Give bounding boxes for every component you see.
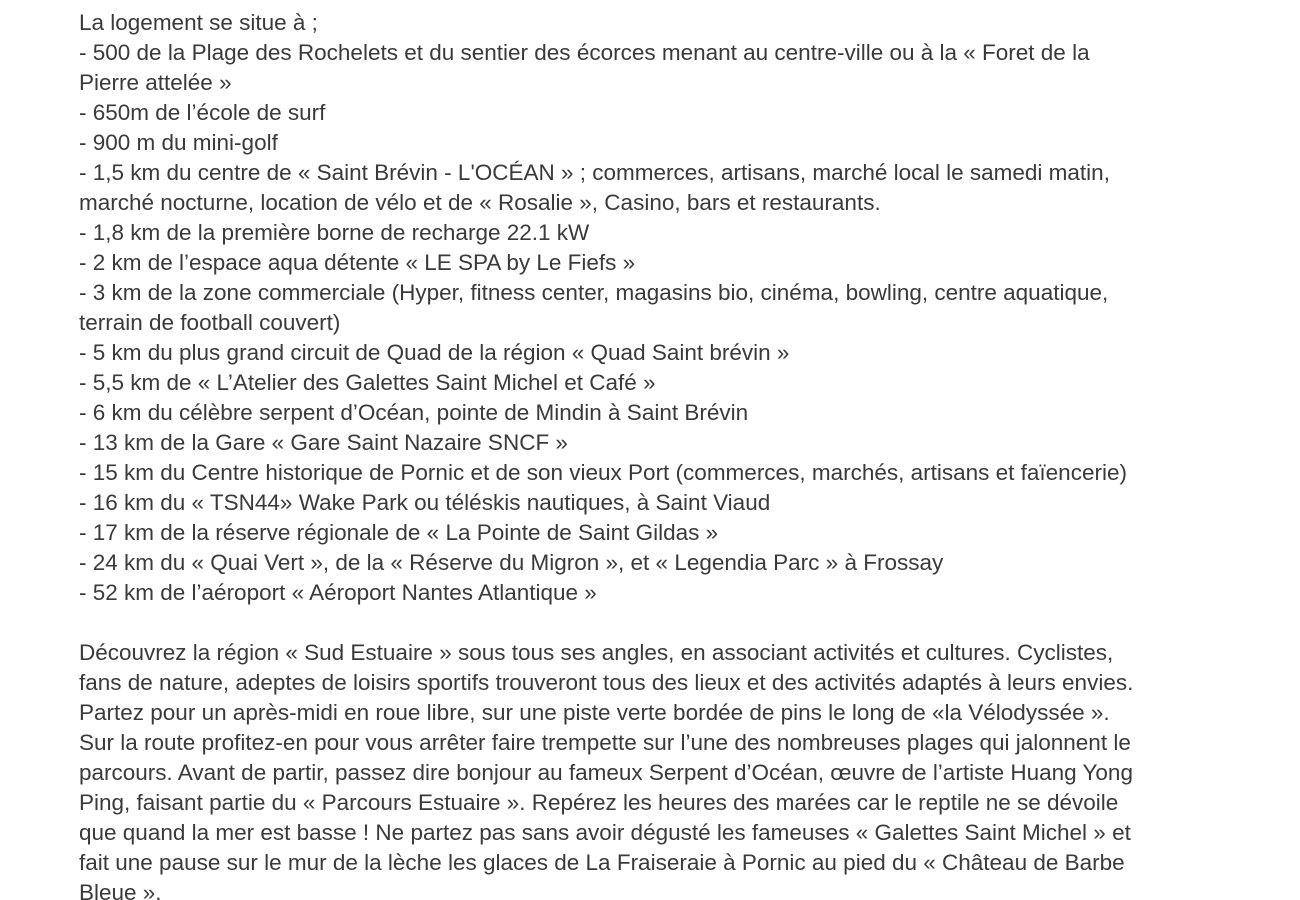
paragraph-line: fait une pause sur le mur de la lèche les glaces de La Fraiseraie à Pornic au pied du « Château de Barbe	[79, 850, 1125, 875]
paragraph-line: que quand la mer est basse ! Ne partez pas sans avoir dégusté les fameuses « Galettes Saint Michel » et	[79, 820, 1131, 845]
list-item-line: - 1,8 km de la première borne de recharge 22.1 kW	[79, 220, 590, 245]
list-item-line: - 6 km du célèbre serpent d’Océan, pointe de Mindin à Saint Brévin	[79, 400, 749, 425]
list-item-line: - 17 km de la réserve régionale de « La Pointe de Saint Gildas »	[79, 520, 719, 545]
list-item-line: - 900 m du mini-golf	[79, 130, 278, 155]
list-item	[79, 398, 1230, 428]
paragraph-line: parcours. Avant de partir, passez dire bonjour au fameux Serpent d’Océan, œuvre de l’artiste Huang Yong	[79, 760, 1133, 785]
list-item	[79, 518, 1230, 548]
list-item-line: - 5,5 km de « L’Atelier des Galettes Saint Michel et Café »	[79, 370, 656, 395]
paragraph-line: Partez pour un après-midi en roue libre, sur une piste verte bordée de pins le long de «la Vélodyssée ».	[79, 700, 1110, 725]
list-item-line: - 5 km du plus grand circuit de Quad de la région « Quad Saint brévin »	[79, 340, 790, 365]
list-item-line: - 15 km du Centre historique de Pornic et de son vieux Port (commerces, marchés, artisans et faïencerie)	[79, 460, 1127, 485]
intro-text: La logement se situe à ;	[79, 10, 318, 35]
list-item	[79, 38, 1230, 98]
list-item-line: - 52 km de l’aéroport « Aéroport Nantes Atlantique »	[79, 580, 597, 605]
paragraph-spacer	[79, 608, 1230, 638]
list-item-line: - 1,5 km du centre de « Saint Brévin - L'OCÉAN » ; commerces, artisans, marché local le samedi matin,	[79, 160, 1110, 185]
list-item	[79, 278, 1230, 338]
paragraph-line: Découvrez la région « Sud Estuaire » sous tous ses angles, en associant activités et cultures. Cyclistes,	[79, 640, 1114, 665]
list-item-line: - 650m de l’école de surf	[79, 100, 326, 125]
list-item	[79, 338, 1230, 368]
list-item-line: Pierre attelée »	[79, 70, 232, 95]
list-item	[79, 158, 1230, 218]
list-item-line: - 13 km de la Gare « Gare Saint Nazaire SNCF »	[79, 430, 568, 455]
list-item	[79, 218, 1230, 248]
list-item	[79, 248, 1230, 278]
list-item-line: - 2 km de l’espace aqua détente « LE SPA by Le Fiefs »	[79, 250, 636, 275]
list-item-line: - 3 km de la zone commerciale (Hyper, fitness center, magasins bio, cinéma, bowling, centre aquatique,	[79, 280, 1109, 305]
list-item	[79, 458, 1230, 488]
paragraph-line: Bleue ».	[79, 880, 162, 900]
paragraph-line: Sur la route profitez-en pour vous arrêter faire trempette sur l’une des nombreuses plages qui jalonnent le	[79, 730, 1131, 755]
list-item	[79, 428, 1230, 458]
list-item	[79, 128, 1230, 158]
list-item-line: marché nocturne, location de vélo et de « Rosalie », Casino, bars et restaurants.	[79, 190, 881, 215]
list-item	[79, 548, 1230, 578]
list-item	[79, 98, 1230, 128]
list-item	[79, 488, 1230, 518]
list-item	[79, 578, 1230, 608]
distance-list	[79, 38, 1230, 608]
list-item-line: - 500 de la Plage des Rochelets et du sentier des écorces menant au centre-ville ou à la « Foret de la	[79, 40, 1090, 65]
paragraph-line: Ping, faisant partie du « Parcours Estuaire ». Repérez les heures des marées car le reptile ne se dévoile	[79, 790, 1119, 815]
list-item-line: terrain de football couvert)	[79, 310, 341, 335]
list-item-line: - 16 km du « TSN44» Wake Park ou téléskis nautiques, à Saint Viaud	[79, 490, 771, 515]
list-item	[79, 368, 1230, 398]
region-description-paragraph	[79, 638, 1230, 900]
list-item-line: - 24 km du « Quai Vert », de la « Réserve du Migron », et « Legendia Parc » à Frossay	[79, 550, 944, 575]
paragraph-line: fans de nature, adeptes de loisirs sportifs trouveront tous des lieux et des activités adaptés à leurs envies.	[79, 670, 1134, 695]
